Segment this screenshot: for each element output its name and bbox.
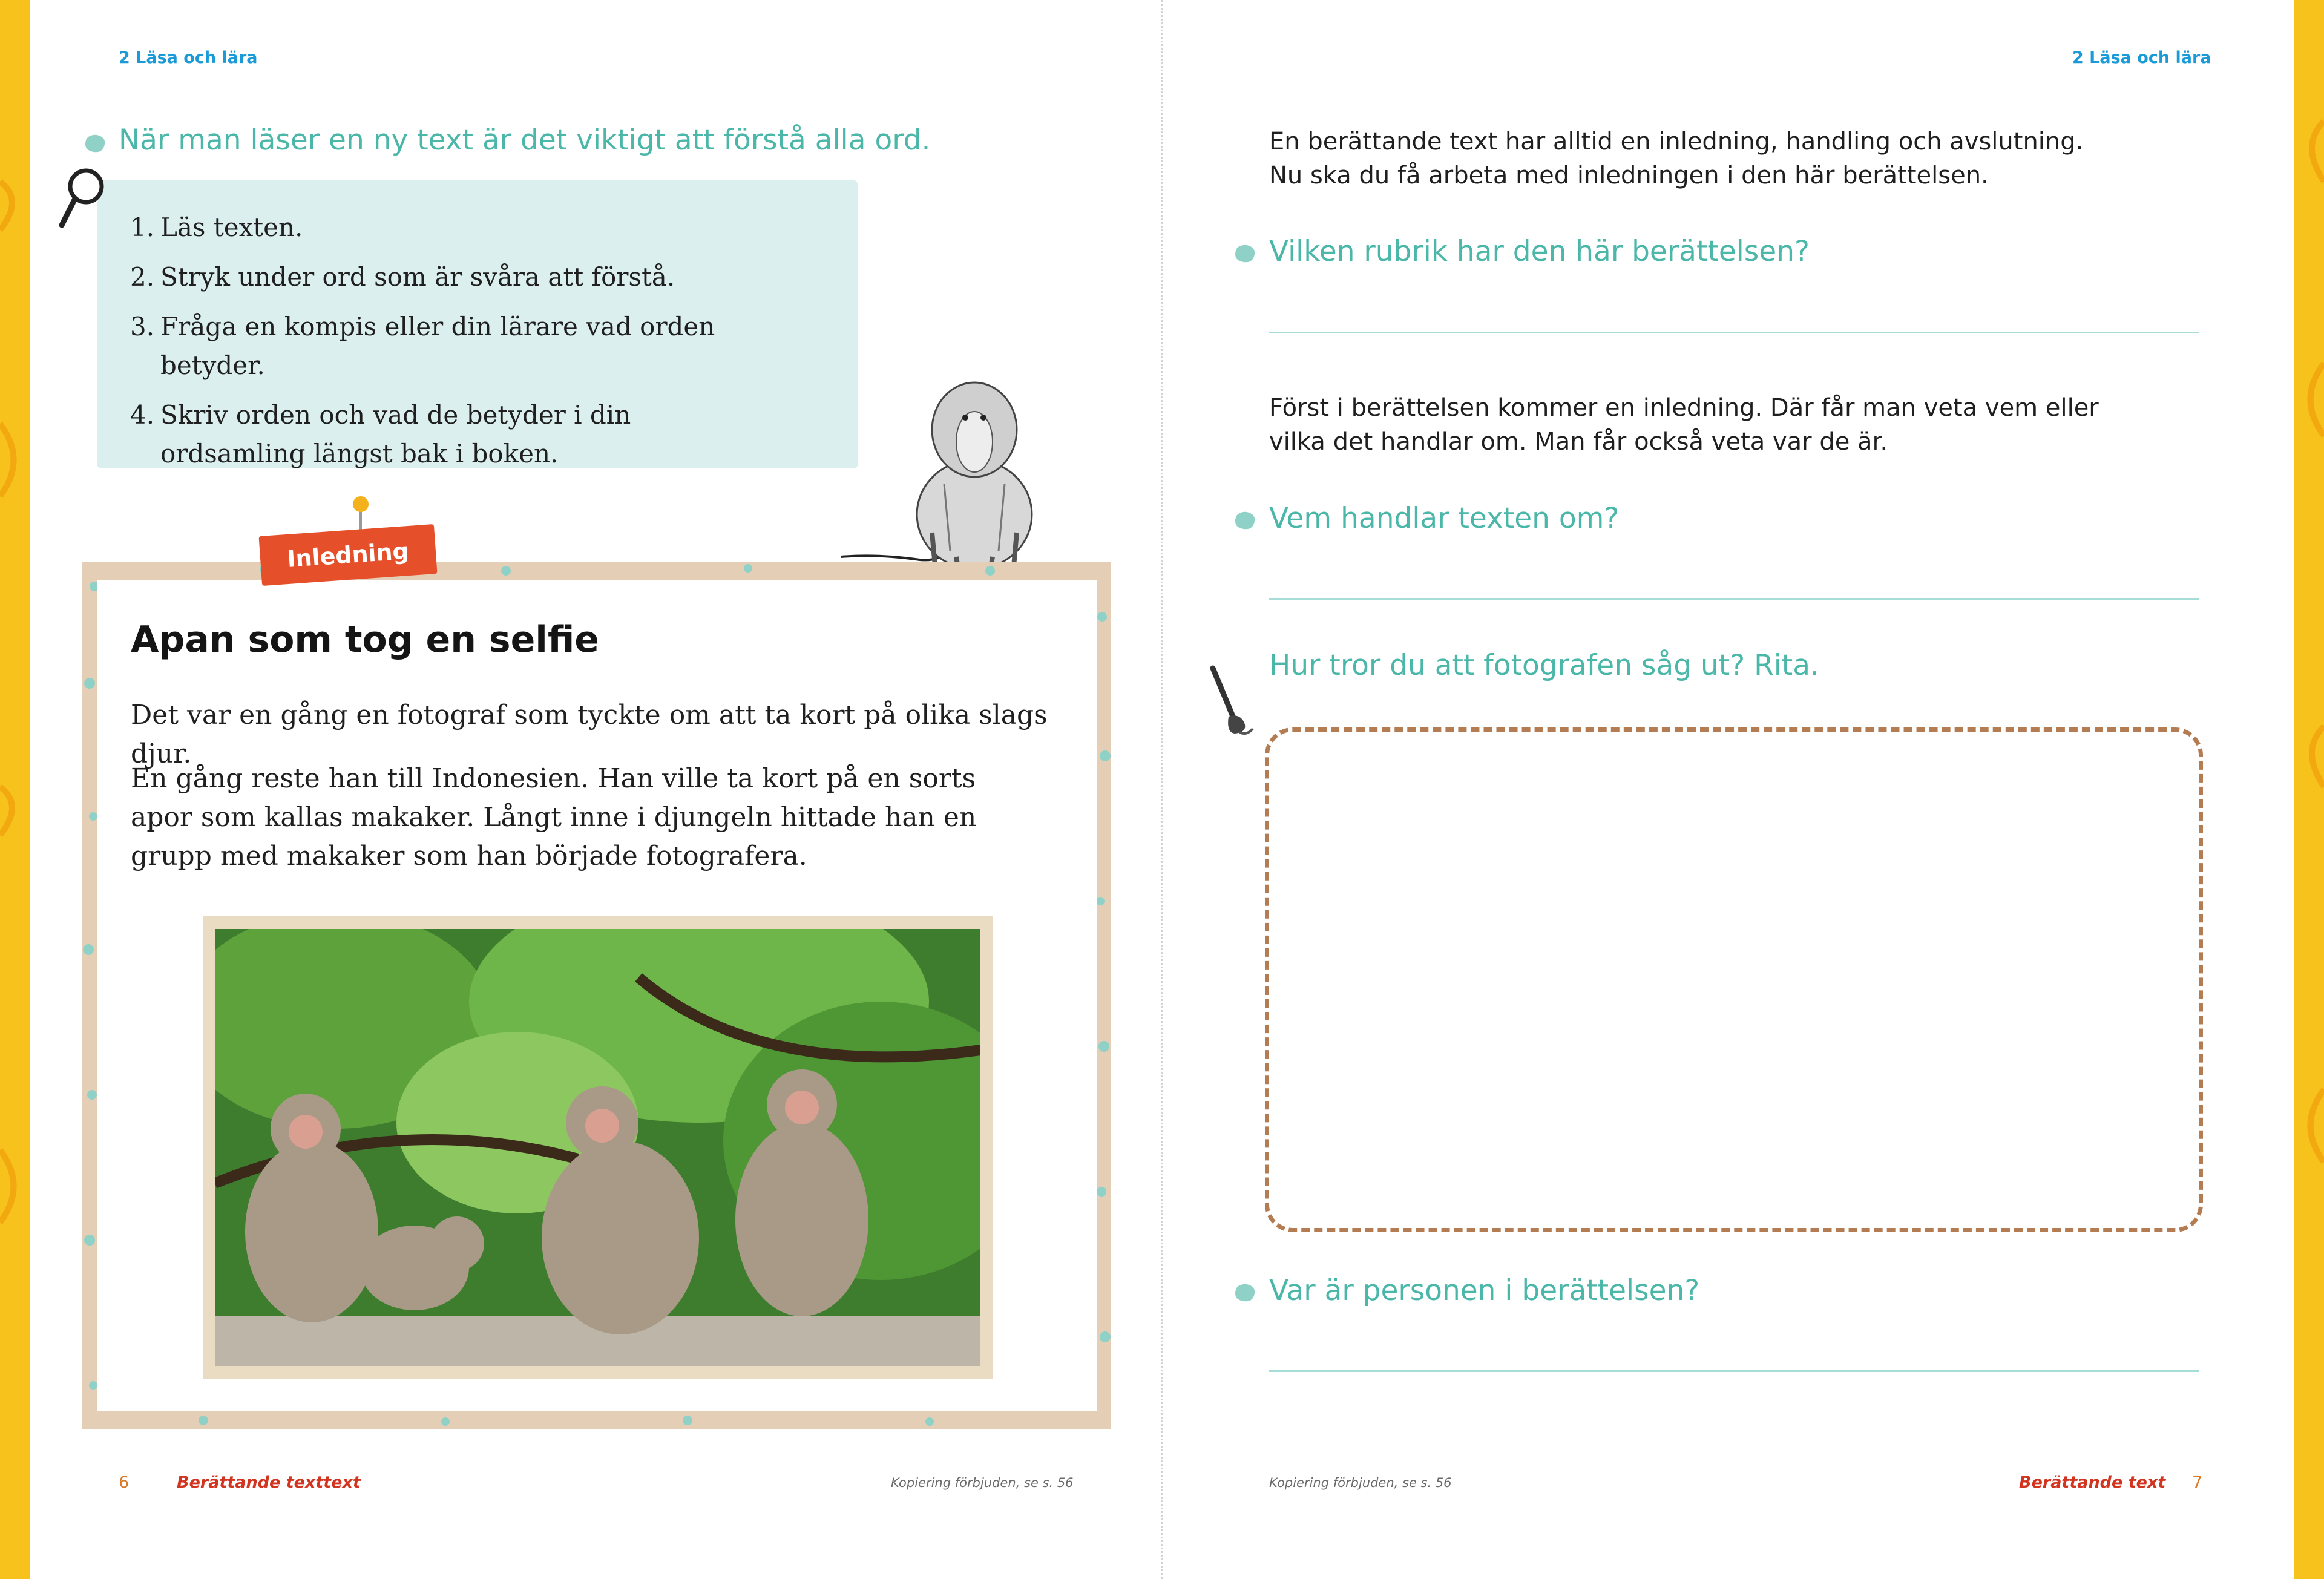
page-gutter bbox=[1161, 0, 1163, 1579]
blob-bullet-icon bbox=[1233, 243, 1256, 264]
drawing-prompt: Hur tror du att fotografen såg ut? Rita. bbox=[1269, 649, 1819, 682]
story-paragraph-1: Det var en gång en fotograf som tyckte om att ta kort på olika slags djur. bbox=[131, 700, 1048, 769]
monkey-illustration bbox=[829, 351, 1059, 581]
chapter-label-right: 2 Läsa och lära bbox=[2072, 48, 2211, 67]
blob-bullet-icon bbox=[84, 133, 107, 154]
intro-line-1: En berättande text har alltid en inledning, handling och avslutning. bbox=[1269, 128, 2084, 156]
blob-bullet-icon bbox=[1233, 1282, 1256, 1303]
list-item: 4. Skriv orden och vad de betyder i din ordsamling längst bak i boken. bbox=[130, 400, 631, 468]
chapter-label-left: 2 Läsa och lära bbox=[119, 48, 258, 67]
info-line-2: vilka det handlar om. Man får också veta var de är. bbox=[1269, 428, 1888, 456]
footer-title-right: Berättande text bbox=[2019, 1473, 2166, 1492]
footer-title-left: Berättande texttext bbox=[177, 1473, 361, 1492]
macaque-photo bbox=[215, 929, 980, 1366]
blob-bullet-icon bbox=[1233, 510, 1256, 531]
magnifier-icon bbox=[56, 165, 110, 231]
page-number-right: 7 bbox=[2192, 1473, 2203, 1492]
info-line-1: Först i berättelsen kommer en inledning. Där får man veta vem eller bbox=[1269, 394, 2099, 422]
list-item: 3. Fråga en kompis eller din lärare vad orden betyder. bbox=[130, 312, 715, 380]
section-tag: Inledning bbox=[258, 524, 437, 586]
intro-heading: När man läser en ny text är det viktigt att förstå alla ord. bbox=[119, 123, 931, 157]
story-paragraph-2: En gång reste han till Indonesien. Han ville ta kort på en sorts apor som kallas makaker. Långt inne i djungeln hittade han en grupp med makaker som han började fotografera. bbox=[131, 763, 977, 872]
answer-line-1[interactable] bbox=[1269, 332, 2199, 333]
page-number-left: 6 bbox=[119, 1473, 130, 1492]
intro-line-2: Nu ska du få arbeta med inledningen i den här berättelsen. bbox=[1269, 162, 1989, 189]
pin-icon bbox=[353, 496, 369, 512]
drawing-area[interactable] bbox=[1265, 727, 2203, 1232]
answer-line-2[interactable] bbox=[1269, 598, 2199, 600]
question-who: Vem handlar texten om? bbox=[1269, 502, 1620, 535]
list-item: 2. Stryk under ord som är svåra att förstå. bbox=[130, 262, 675, 292]
footer-copyright-right: Kopiering förbjuden, se s. 56 bbox=[1269, 1476, 1452, 1490]
left-yellow-strip bbox=[0, 0, 30, 1579]
story-title: Apan som tog en selfie bbox=[131, 619, 599, 661]
question-where: Var är personen i berättelsen? bbox=[1269, 1274, 1700, 1307]
list-item: 1. Läs texten. bbox=[130, 212, 303, 242]
paintbrush-icon bbox=[1204, 665, 1259, 743]
answer-line-3[interactable] bbox=[1269, 1370, 2199, 1372]
steps-list bbox=[130, 208, 826, 484]
question-title: Vilken rubrik har den här berättelsen? bbox=[1269, 235, 1810, 268]
footer-copyright-left: Kopiering förbjuden, se s. 56 bbox=[891, 1476, 1074, 1490]
right-yellow-strip bbox=[2294, 0, 2324, 1579]
